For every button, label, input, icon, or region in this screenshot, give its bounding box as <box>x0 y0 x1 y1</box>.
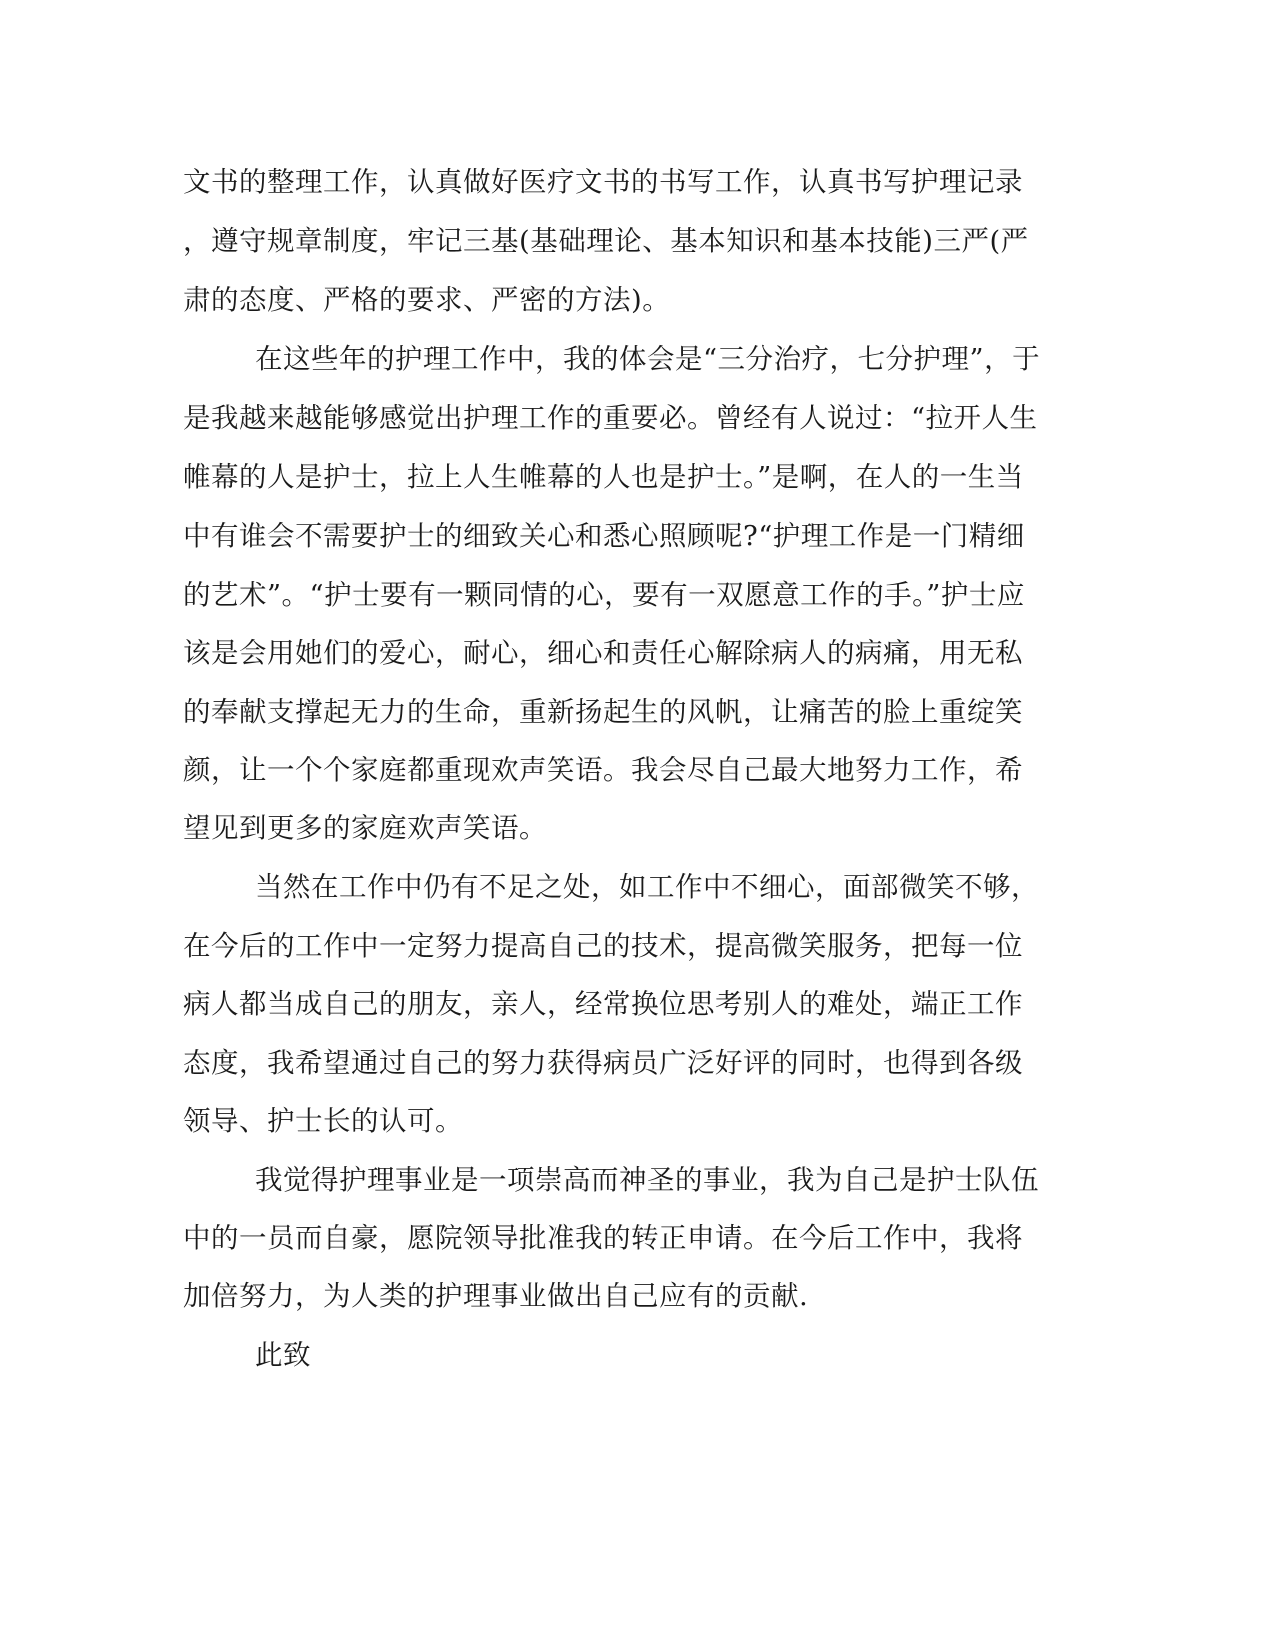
text-line: ，遵守规章制度，牢记三基(基础理论、基本知识和基本技能)三严(严 <box>183 225 1029 257</box>
text-line: 该是会用她们的爱心，耐心，细心和责任心解除病人的病痛，用无私 <box>183 637 1023 669</box>
text-line: 望见到更多的家庭欢声笑语。 <box>183 812 547 844</box>
text-line: 态度，我希望通过自己的努力获得病员广泛好评的同时，也得到各级 <box>183 1047 1023 1079</box>
paragraph-first-line: 当然在工作中仍有不足之处，如工作中不细心，面部微笑不够， <box>255 871 1039 903</box>
text-line: 中的一员而自豪，愿院领导批准我的转正申请。在今后工作中，我将 <box>183 1222 1023 1254</box>
text-line: 肃的态度、严格的要求、严密的方法)。 <box>183 284 671 316</box>
text-line: 是我越来越能够感觉出护理工作的重要必。曾经有人说过：“拉开人生 <box>183 402 1038 434</box>
text-line: 中有谁会不需要护士的细致关心和悉心照顾呢?“护理工作是一门精细 <box>183 520 1025 552</box>
closing-salutation: 此致 <box>255 1339 311 1371</box>
text-line: 病人都当成自己的朋友，亲人，经常换位思考别人的难处，端正工作 <box>183 988 1023 1020</box>
paragraph-first-line: 在这些年的护理工作中，我的体会是“三分治疗，七分护理”，于 <box>255 343 1041 375</box>
text-line: 帷幕的人是护士，拉上人生帷幕的人也是护士。”是啊，在人的一生当 <box>183 461 1024 493</box>
text-line: 领导、护士长的认可。 <box>183 1105 463 1137</box>
text-line: 的艺术”。“护士要有一颗同情的心，要有一双愿意工作的手。”护士应 <box>183 579 1025 611</box>
text-line: 加倍努力，为人类的护理事业做出自己应有的贡献. <box>183 1280 809 1312</box>
paragraph-first-line: 我觉得护理事业是一项崇高而神圣的事业，我为自己是护士队伍 <box>255 1164 1039 1196</box>
text-line: 文书的整理工作，认真做好医疗文书的书写工作，认真书写护理记录 <box>183 166 1023 198</box>
text-line: 在今后的工作中一定努力提高自己的技术，提高微笑服务，把每一位 <box>183 930 1023 962</box>
text-line: 的奉献支撑起无力的生命，重新扬起生的风帆，让痛苦的脸上重绽笑 <box>183 696 1023 728</box>
text-line: 颜，让一个个家庭都重现欢声笑语。我会尽自己最大地努力工作，希 <box>183 754 1023 786</box>
